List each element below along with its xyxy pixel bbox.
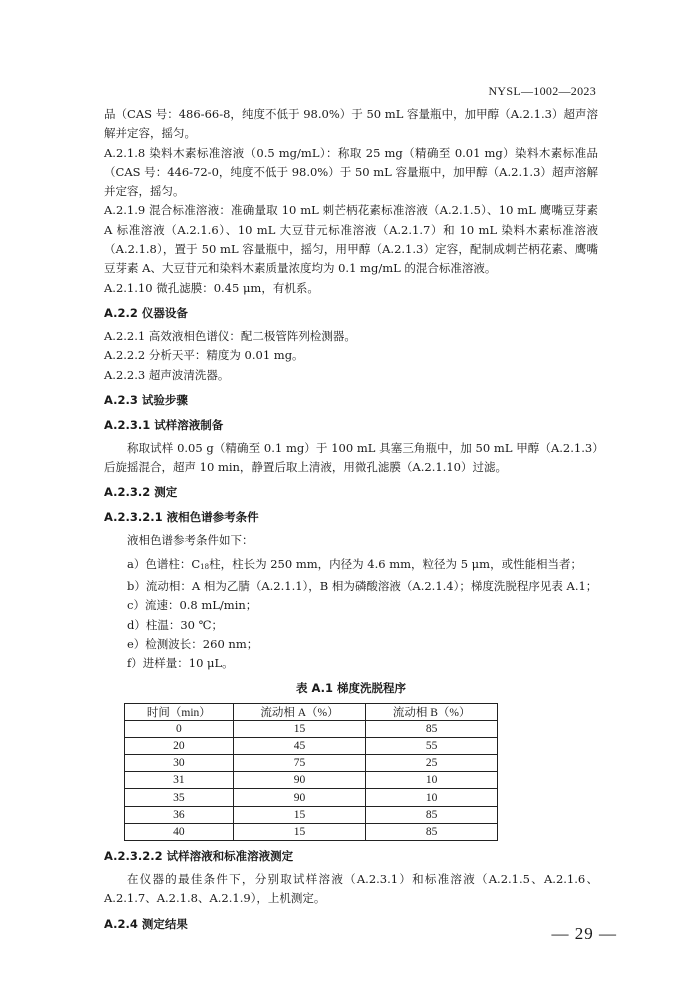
paragraph-reference-conditions: 液相色谱参考条件如下： <box>127 533 254 548</box>
table-row <box>125 737 498 754</box>
cell-phase-b: 85 <box>366 720 498 737</box>
cell-phase-a: 75 <box>233 755 366 772</box>
paragraph-a231: 称取试样 0.05 g（精确至 0.1 mg）于 100 mL 具塞三角瓶中，加 50 mL 甲醇（A.2.1.3）后旋摇混合，超声 10 min，静置后取上清液，用微孔滤膜（A.2.1.10）过滤。 <box>104 440 598 475</box>
paragraph-a217-continuation: 品（CAS 号：486-66-8，纯度不低于 98.0%）于 50 mL 容量瓶中，加甲醇（A.2.1.3）超声溶解并定容，摇匀。 <box>104 107 598 141</box>
table-row <box>125 823 498 840</box>
heading-a232: A.2.3.2 测定 <box>104 485 178 500</box>
paragraph-a222: A.2.2.2 分析天平：精度为 0.01 mg。 <box>104 348 304 363</box>
cell-phase-b: 10 <box>366 772 498 789</box>
table-row <box>125 720 498 737</box>
cell-time: 35 <box>125 789 234 806</box>
cell-phase-a: 15 <box>233 823 366 840</box>
paragraph-a221: A.2.2.1 高效液相色谱仪：配二极管阵列检测器。 <box>104 328 356 343</box>
paragraph-a2322: 在仪器的最佳条件下，分别取试样溶液（A.2.3.1）和标准溶液（A.2.1.5、A.2.1.6、A.2.1.7、A.2.1.8、A.2.1.9），上机测定。 <box>104 872 598 906</box>
paragraph-a219: A.2.1.9 混合标准溶液：准确量取 10 mL 刺芒柄花素标准溶液（A.2.1.5）、10 mL 鹰嘴豆芽素 A 标准溶液（A.2.1.6）、10 mL 大豆苷元标准溶液（A.2.1.7）和 10 mL 染料木素标准溶液（A.2.1.8），置于 50 mL 容量瓶中，摇匀，用甲醇（A.2.1.3）定容，配制成刺芒柄花素、鹰嘴豆芽素 A、大豆苷元和染料木素质量浓度均为 0.1 mg/mL 的混合标准溶液。 <box>104 203 598 276</box>
condition-d: d）柱温：30 ℃； <box>127 617 224 632</box>
cell-time: 36 <box>125 806 234 823</box>
condition-a-subscript: 18 <box>200 562 210 571</box>
table-row <box>125 806 498 823</box>
condition-c: c）流速：0.8 mL/min； <box>127 598 258 613</box>
heading-a22: A.2.2 仪器设备 <box>104 305 188 320</box>
condition-e: e）检测波长：260 nm； <box>127 636 259 651</box>
condition-a-pre: a）色谱柱：C <box>127 556 201 571</box>
cell-phase-a: 90 <box>233 789 366 806</box>
cell-phase-a: 15 <box>233 806 366 823</box>
cell-phase-a: 45 <box>233 737 366 754</box>
cell-time: 31 <box>125 772 234 789</box>
table-row <box>125 772 498 789</box>
condition-f: f）进样量：10 μL。 <box>127 656 234 671</box>
condition-a <box>104 555 598 577</box>
header-time: 时间（min） <box>125 703 234 720</box>
gradient-table <box>124 703 498 842</box>
cell-time: 20 <box>125 737 234 754</box>
cell-phase-b: 85 <box>366 806 498 823</box>
cell-phase-b: 25 <box>366 755 498 772</box>
cell-phase-a: 90 <box>233 772 366 789</box>
heading-a2322: A.2.3.2.2 试样溶液和标准溶液测定 <box>104 849 294 864</box>
heading-a2321: A.2.3.2.1 液相色谱参考条件 <box>104 510 259 525</box>
table-header-row <box>125 703 498 720</box>
paragraph-a223: A.2.2.3 超声波清洗器。 <box>104 367 230 382</box>
header-phase-b: 流动相 B（%） <box>366 703 498 720</box>
page-number: — 29 — <box>551 924 617 943</box>
page-body <box>104 105 598 938</box>
paragraph-a218: A.2.1.8 染料木素标准溶液（0.5 mg/mL）：称取 25 mg（精确至 0.01 mg）染料木素标准品（CAS 号：446-72-0，纯度不低于 98.0%）于 50 mL 容量瓶中，加甲醇（A.2.1.3）超声溶解并定容，摇匀。 <box>104 145 598 199</box>
cell-phase-b: 85 <box>366 823 498 840</box>
cell-phase-b: 55 <box>366 737 498 754</box>
heading-a24: A.2.4 测定结果 <box>104 916 188 931</box>
heading-a23: A.2.3 试验步骤 <box>104 392 188 407</box>
table-row <box>125 755 498 772</box>
cell-time: 40 <box>125 823 234 840</box>
paragraph-a2110: A.2.1.10 微孔滤膜：0.45 μm，有机系。 <box>104 280 319 295</box>
heading-a231: A.2.3.1 试样溶液制备 <box>104 417 224 432</box>
cell-phase-a: 15 <box>233 720 366 737</box>
table-title: 表 A.1 梯度洗脱程序 <box>296 680 406 695</box>
condition-a-post: 柱，柱长为 250 mm，内径为 4.6 mm，粒径为 5 μm，或性能相当者； <box>209 556 583 571</box>
header-phase-a: 流动相 A（%） <box>233 703 366 720</box>
table-row <box>125 789 498 806</box>
condition-b: b）流动相：A 相为乙腈（A.2.1.1），B 相为磷酸溶液（A.2.1.4）；梯度洗脱程序见表 A.1； <box>127 579 598 594</box>
cell-time: 30 <box>125 755 234 772</box>
cell-phase-b: 10 <box>366 789 498 806</box>
document-code: NYSL—1002—2023 <box>488 84 596 98</box>
cell-time: 0 <box>125 720 234 737</box>
